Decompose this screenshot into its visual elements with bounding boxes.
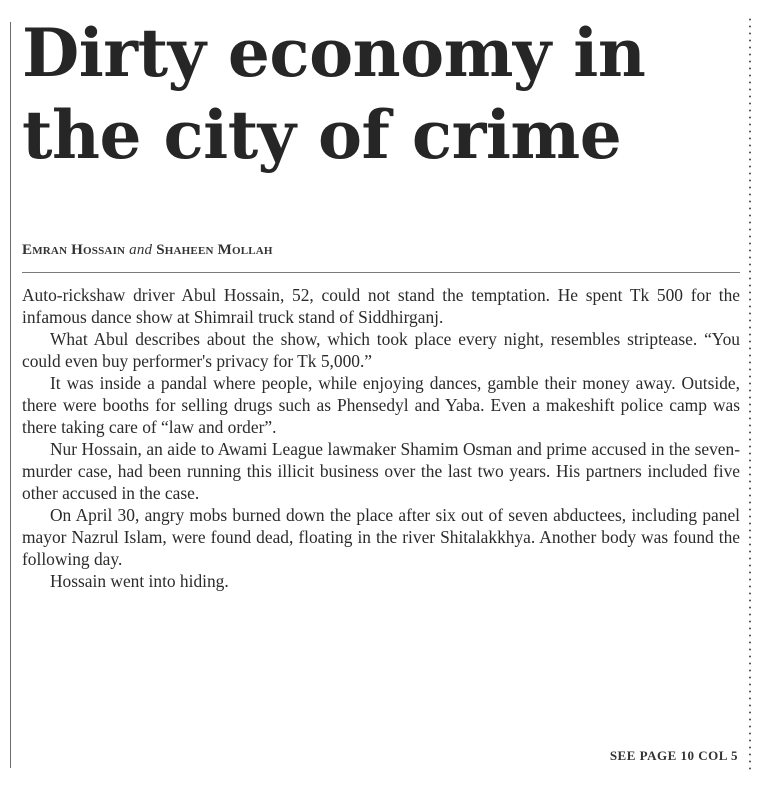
continuation-reference: SEE PAGE 10 COL 5 (609, 748, 738, 763)
left-column-rule (10, 22, 11, 768)
paragraph-1: Auto-rickshaw driver Abul Hossain, 52, could not stand the temptation. He spent Tk 500 for the infamous dance show at Shimrail truck stand of Siddhirganj. (22, 285, 740, 327)
paragraph-3: It was inside a pandal where people, while enjoying dances, gamble their money away. Outside, there were booths for selling drugs such as Phensedyl and Yaba. Even a makeshift police camp was there taking care of “law and order”. (22, 373, 740, 437)
byline (22, 242, 740, 259)
right-dotted-border (749, 16, 751, 770)
paragraph-4: Nur Hossain, an aide to Awami League lawmaker Shamim Osman and prime accused in the seven-murder case, had been running this illicit business over the last two years. His partners included five other accused in the case. (22, 439, 740, 503)
headline-line-2: the city of crime (22, 96, 622, 174)
article-body (22, 284, 740, 592)
headline (22, 12, 742, 176)
paragraph-5: On April 30, angry mobs burned down the place after six out of seven abductees, including panel mayor Nazrul Islam, were found dead, floating in the river Shitalakkhya. Another body was found the following day. (22, 505, 740, 569)
author-1: Emran Hossain (22, 242, 126, 258)
byline-divider (22, 272, 740, 273)
paragraph-6: Hossain went into hiding. (50, 571, 229, 591)
paragraph-2: What Abul describes about the show, which took place every night, resembles striptease. “You could even buy performer's privacy for Tk 5,000.” (22, 329, 740, 371)
headline-line-1: Dirty economy in (22, 14, 646, 92)
author-2: Shaheen Mollah (156, 242, 273, 258)
byline-conjunction: and (129, 242, 153, 258)
